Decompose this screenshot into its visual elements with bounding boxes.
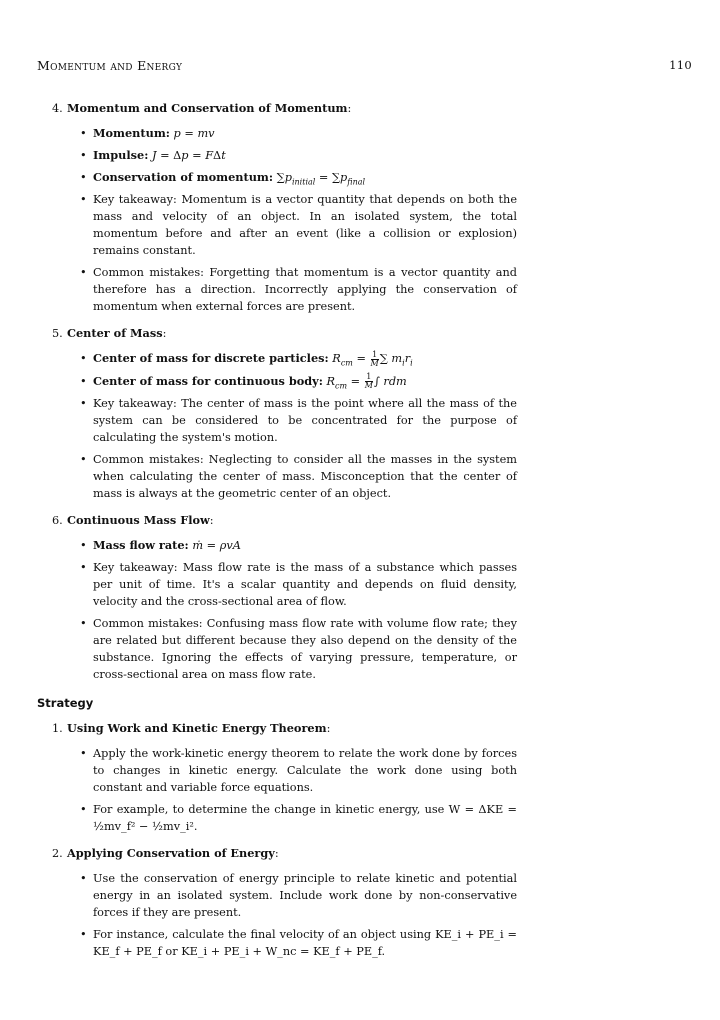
bullet-list bbox=[67, 125, 517, 315]
bullet-instance: • For instance, calculate the final velocity of an object using KE_i + PE_i = KE_f + PE_f or KE_i + PE_i + W_nc = KE_f + PE_f. bbox=[93, 926, 517, 960]
main-content bbox=[37, 100, 517, 970]
bullet-key-takeaway: • Key takeaway: Mass flow rate is the mass of a substance which passes per unit of time. It's a scalar quantity and depends on fluid density, velocity and the cross-sectional area of flow. bbox=[93, 559, 517, 610]
bullet-list bbox=[67, 745, 517, 835]
formula: $R_{cm}$ = $\frac{1}{M}$ ∫ rdm bbox=[326, 372, 407, 390]
bullet-key-takeaway: • Key takeaway: Momentum is a vector quantity that depends on both the mass and velocity of an object. In an isolated system, the total momentum before and after an event (like a collision or explosion) remains constant. bbox=[93, 191, 517, 259]
item-number: 4. bbox=[52, 102, 63, 115]
bullet-momentum: • Momentum: p = mv bbox=[93, 125, 517, 142]
formula: J bbox=[151, 149, 157, 162]
header-title: Momentum and Energy bbox=[37, 58, 183, 73]
section-heading-strategy: Strategy bbox=[37, 696, 94, 710]
item-number: 6. bbox=[52, 514, 63, 527]
bullet-list bbox=[67, 870, 517, 960]
bullet-mass-flow-rate: • Mass flow rate: ṁ = ρvA bbox=[93, 537, 517, 554]
page-number: 110 bbox=[669, 58, 692, 72]
formula: p bbox=[173, 127, 181, 140]
list-item-mass-flow: 6. Continuous Mass Flow: • Mass flow rate: ṁ = ρvA • Key takeaway: Mass flow rate is the mass of a substance which passes per unit of time. It's a scalar quantity and depends on fluid density, velocity and the cross-sectional area of flow. • Common mistakes: Confusing mass flow rate with volume flow rate; they are related but different because they also depend on the density of the substance. Ignoring the effects of varying pressure, temperature, or cross-sectional area on mass flow rate. bbox=[37, 512, 517, 683]
item-number: 2. bbox=[52, 847, 63, 860]
list-item-center-of-mass: 5. Center of Mass: • Center of mass for discrete particles: $R_{cm}$ = $\frac{1}{M}$ ∑ $m_ir_i$ • Center of mass for continuous body: $R_{cm}$ = $\frac{1}{M}$ ∫ rdm • Key takeaway: The center of mass is the point where all the mass of the system can be considered to be concentrated for the purpose of calculating the system's motion. • Common mistakes: Neglecting to consider all the masses in the system when calculating the center of mass. Misconception that the center of mass is always at the geometric center of an object. bbox=[37, 325, 517, 502]
running-header bbox=[37, 58, 692, 73]
item-heading: Using Work and Kinetic Energy Theorem bbox=[67, 721, 327, 735]
bullet-common-mistakes: • Common mistakes: Forgetting that momentum is a vector quantity and therefore has a direction. Incorrectly applying the conservation of momentum when external forces are present. bbox=[93, 264, 517, 315]
item-heading: Applying Conservation of Energy bbox=[67, 846, 275, 860]
formula: ṁ = ρvA bbox=[192, 539, 241, 552]
formula: $R_{cm}$ = $\frac{1}{M}$ ∑ $m_ir_i$ bbox=[332, 349, 413, 368]
bullet-discrete: • Center of mass for discrete particles: $R_{cm}$ = $\frac{1}{M}$ ∑ $m_ir_i$ bbox=[93, 350, 517, 368]
bullet-example: • For example, to determine the change in kinetic energy, use W = ΔKE = ½mv_f² − ½mv_i². bbox=[93, 801, 517, 835]
formula: $\sum p_{initial} = \sum p_{final}$ bbox=[276, 171, 366, 187]
bullet-common-mistakes: • Common mistakes: Neglecting to consider all the masses in the system when calculating the center of mass. Misconception that the center of mass is always at the geometric center of an object. bbox=[93, 451, 517, 502]
bullet-impulse: • Impulse: J = Δp = FΔt bbox=[93, 147, 517, 164]
item-heading: Momentum and Conservation of Momentum bbox=[67, 101, 348, 115]
bullet-list bbox=[67, 350, 517, 502]
item-number: 1. bbox=[52, 722, 63, 735]
bullet-continuous: • Center of mass for continuous body: $R_{cm}$ = $\frac{1}{M}$ ∫ rdm bbox=[93, 373, 517, 391]
bullet-conservation: • Conservation of momentum: $\sum p_{initial} = \sum p_{final}$ bbox=[93, 169, 517, 186]
strategy-item-work-energy: 1. Using Work and Kinetic Energy Theorem: • Apply the work-kinetic energy theorem to relate the work done by forces to changes in kinetic energy. Calculate the work done using both constant and variable force equations. • For example, to determine the change in kinetic energy, use W = ΔKE = ½mv_f² − ½mv_i². bbox=[37, 720, 517, 835]
item-heading: Center of Mass bbox=[67, 326, 163, 340]
item-number: 5. bbox=[52, 327, 63, 340]
item-heading: Continuous Mass Flow bbox=[67, 513, 210, 527]
bullet-use-conservation: • Use the conservation of energy principle to relate kinetic and potential energy in an isolated system. Include work done by non-conservative forces if they are present. bbox=[93, 870, 517, 921]
bullet-list bbox=[67, 537, 517, 683]
strategy-item-conservation-energy: 2. Applying Conservation of Energy: • Use the conservation of energy principle to relate kinetic and potential energy in an isolated system. Include work done by non-conservative forces if they are present. • For instance, calculate the final velocity of an object using KE_i + PE_i = KE_f + PE_f or KE_i + PE_i + W_nc = KE_f + PE_f. bbox=[37, 845, 517, 960]
bullet-common-mistakes: • Common mistakes: Confusing mass flow rate with volume flow rate; they are related but different because they also depend on the density of the substance. Ignoring the effects of varying pressure, temperature, or cross-sectional area on mass flow rate. bbox=[93, 615, 517, 683]
bullet-key-takeaway: • Key takeaway: The center of mass is the point where all the mass of the system can be considered to be concentrated for the purpose of calculating the system's motion. bbox=[93, 395, 517, 446]
list-item-momentum: 4. Momentum and Conservation of Momentum: • Momentum: p = mv • Impulse: J = Δp = FΔt • Conservation of momentum: $\sum p_{initial} = \sum p_{final}$ • Key takeaway: Momentum is a vector quantity that depends on both the mass and velocity of an object. In an isolated system, the total momentum before and after an event (like a collision or explosion) remains constant. • Common mistakes: Forgetting that momentum is a vector quantity and therefore has a direction. Incorrectly applying the conservation of momentum when external forces are present. bbox=[37, 100, 517, 315]
bullet-apply-theorem: • Apply the work-kinetic energy theorem to relate the work done by forces to changes in kinetic energy. Calculate the work done using both constant and variable force equations. bbox=[93, 745, 517, 796]
